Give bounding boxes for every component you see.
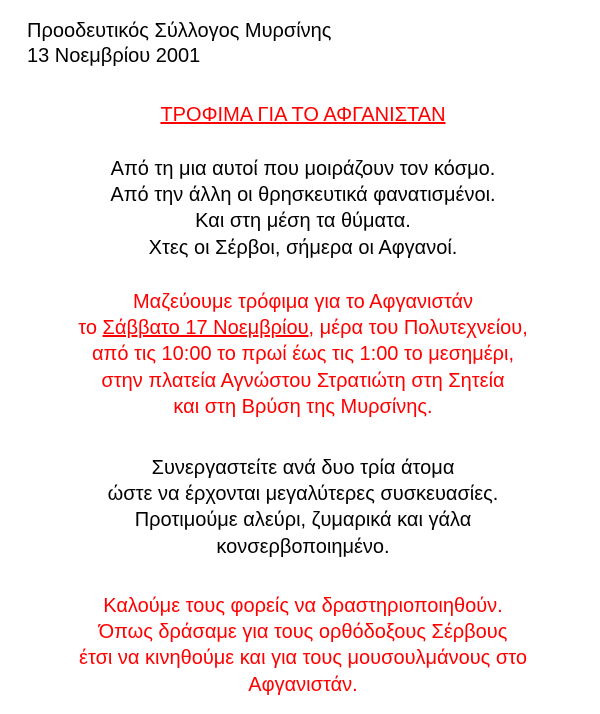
request-line: Συνεργαστείτε ανά δυο τρία άτομα [151,457,455,479]
intro-line: Και στη μέση τα θύματα. [195,210,411,233]
request-line: κονσερβοποιημένο. [216,535,390,558]
request-line: ώστε να έρχονται μεγαλύτερες συσκευασίες. [107,483,499,506]
page-title: ΤΡΟΦΙΜΑ ΓΙΑ ΤΟ ΑΦΓΑΝΙΣΤΑΝ [160,104,446,126]
date-suffix: μέρα του Πολυτεχνείου, [319,317,528,340]
date-prefix: το [78,317,97,340]
letterhead [27,19,331,69]
request-paragraph [0,455,600,560]
intro-line: Από την άλλη οι θρησκευτικά φανατισμένοι. [110,184,496,207]
collection-line: και στη Βρύση της Μυρσίνης. [173,395,433,418]
intro-paragraph [0,156,600,261]
appeal-line: έτσι να κινηθούμε και για τους μουσουλμάνους στο [79,647,527,670]
request-line: Προτιμούμε αλεύρι, ζυμαρικά και γάλα [134,509,472,532]
intro-line: Από τη μια αυτοί που μοιράζουν τον κόσμο. [110,158,496,180]
appeal-line: Καλούμε τους φορείς να δραστηριοποιηθούν. [103,595,503,617]
appeal-line: Όπως δράσαμε για τους ορθόδοξους Σέρβους [98,621,508,644]
appeal-line: Αφγανιστάν. [248,673,358,696]
collection-line: από τις 10:00 το πρωί έως τις 1:00 το μεσημέρι, [91,343,515,366]
issue-date: 13 Νοεμβρίου 2001 [27,45,201,67]
appeal-paragraph [0,593,600,698]
intro-line: Χτες οι Σέρβοι, σήμερα οι Αφγανοί. [148,236,458,259]
collection-date: Σάββατο 17 Νοεμβρίου, [102,317,315,340]
collection-line: Μαζεύουμε τρόφιμα για το Αφγανιστάν [133,291,473,313]
collection-date-line [0,315,600,341]
association-name: Προοδευτικός Σύλλογος Μυρσίνης [27,20,332,42]
collection-paragraph [0,289,600,420]
collection-line: στην πλατεία Αγνώστου Στρατιώτη στη Σητεία [101,369,505,392]
